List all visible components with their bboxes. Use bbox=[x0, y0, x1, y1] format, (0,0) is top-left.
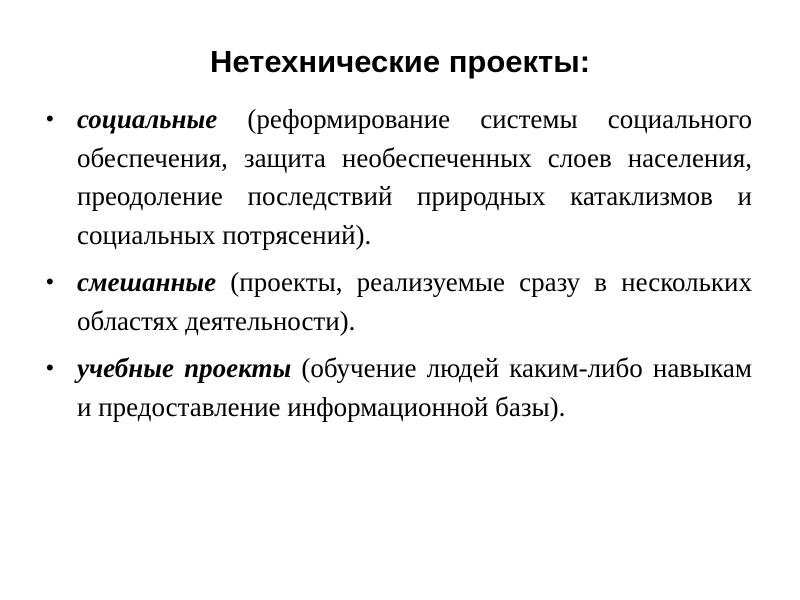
item-text: (реформирование системы социального обеспечения, защита необеспеченных слоев населения, преодоление последствий природных катаклизмов и социальных потрясений). bbox=[77, 104, 752, 250]
list-item-mixed bbox=[44, 263, 752, 340]
list-item-social bbox=[44, 100, 752, 254]
list-item-educational bbox=[44, 349, 752, 426]
item-text: (проекты, реализуемые сразу в нескольких областях деятельности). bbox=[77, 267, 752, 336]
item-term: учебные проекты bbox=[77, 353, 292, 383]
bullet-list bbox=[44, 100, 752, 435]
bullet-icon: • bbox=[46, 355, 54, 380]
item-term: смешанные bbox=[77, 267, 217, 297]
slide-title: Нетехнические проекты: bbox=[209, 44, 591, 79]
bullet-icon: • bbox=[46, 106, 54, 131]
item-text: (обучение людей каким-либо навыкам и предоставление информационной базы). bbox=[77, 353, 752, 422]
item-term: социальные bbox=[77, 104, 218, 134]
bullet-icon: • bbox=[46, 269, 54, 294]
